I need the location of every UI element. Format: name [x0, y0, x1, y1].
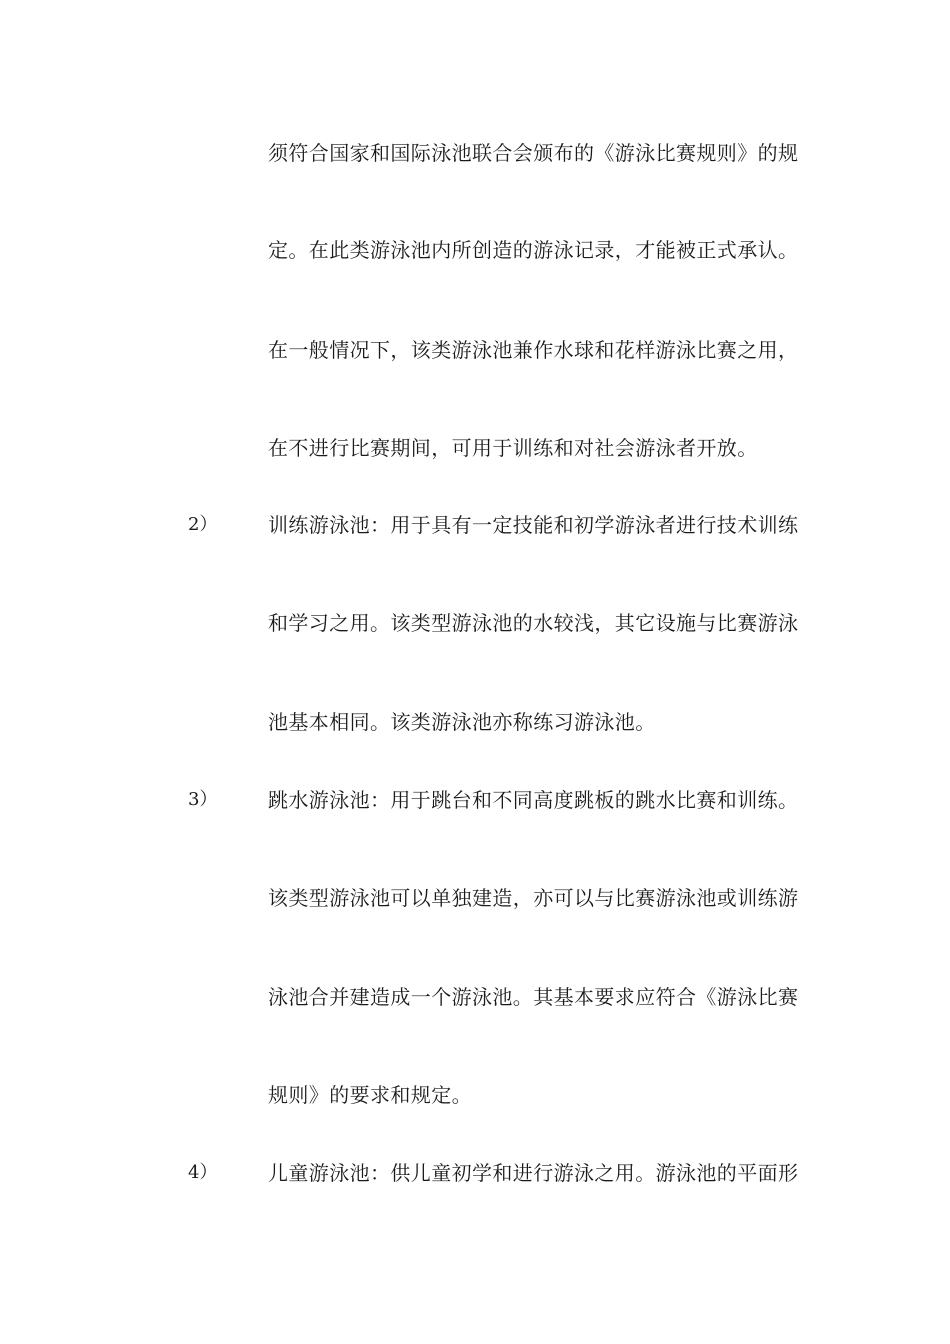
paragraph-1-line-1: 须符合国家和国际泳池联合会颁布的《游泳比赛规则》的规 [268, 141, 799, 165]
paragraph-1-line-2: 定。在此类游泳池内所创造的游泳记录，才能被正式承认。 [268, 238, 799, 262]
list-item-2-number: 2） [188, 514, 218, 535]
list-item-4-line-1: 儿童游泳池：供儿童初学和进行游泳之用。游泳池的平面形 [268, 1161, 799, 1185]
paragraph-1-line-4: 在不进行比赛期间，可用于训练和对社会游泳者开放。 [268, 436, 758, 460]
list-item-2-line-2: 和学习之用。该类型游泳池的水较浅，其它设施与比赛游泳 [268, 611, 799, 635]
list-item-2-line-1: 训练游泳池：用于具有一定技能和初学游泳者进行技术训练 [268, 513, 799, 537]
list-item-2-line-3: 池基本相同。该类游泳池亦称练习游泳池。 [268, 710, 656, 734]
list-item-3-line-4: 规则》的要求和规定。 [268, 1083, 472, 1107]
list-item-3-number: 3） [188, 789, 218, 810]
list-item-4-number: 4） [188, 1162, 218, 1183]
paragraph-1-line-3: 在一般情况下，该类游泳池兼作水球和花样游泳比赛之用， [268, 338, 799, 362]
list-item-3-line-2: 该类型游泳池可以单独建造，亦可以与比赛游泳池或训练游 [268, 886, 799, 910]
list-item-3-line-3: 泳池合并建造成一个游泳池。其基本要求应符合《游泳比赛 [268, 985, 799, 1009]
list-item-3-line-1: 跳水游泳池：用于跳台和不同高度跳板的跳水比赛和训练。 [268, 788, 799, 812]
